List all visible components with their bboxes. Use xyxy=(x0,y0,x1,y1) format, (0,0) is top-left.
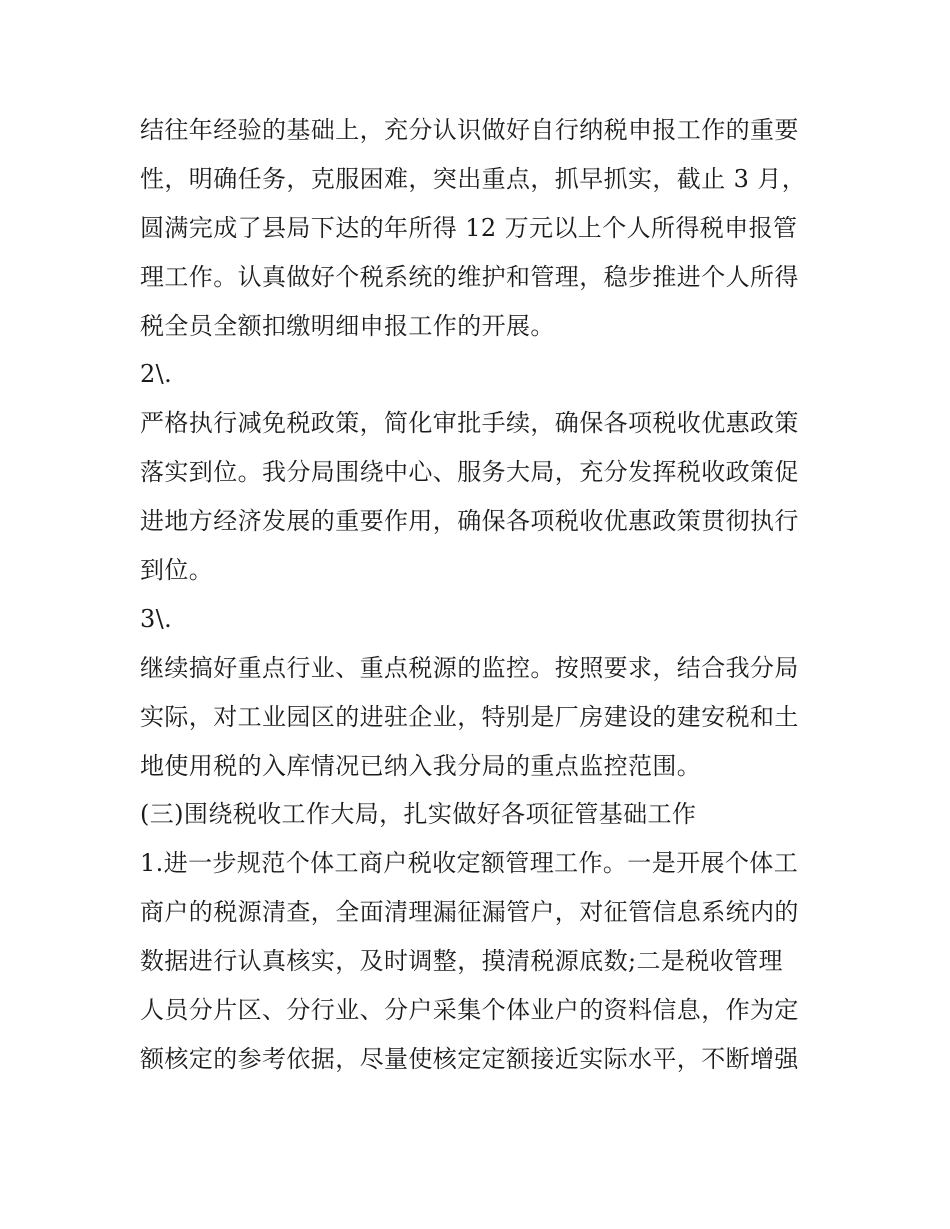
text-line: 地使用税的入库情况已纳入我分局的重点监控范围。 xyxy=(140,751,702,780)
text-line: 实际，对工业园区的进驻企业，特别是厂房建设的建安税和土 xyxy=(140,702,799,731)
text-line: 圆满完成了县局下达的年所得 12 万元以上个人所得税申报管 xyxy=(140,213,798,242)
text-line: 进地方经济发展的重要作用，确保各项税收优惠政策贯彻执行 xyxy=(140,507,799,536)
section-number: 3\. xyxy=(140,604,173,633)
text-line: 性，明确任务，克服困难，突出重点，抓早抓实，截止 3 月， xyxy=(140,164,807,193)
text-line: 人员分片区、分行业、分户采集个体业户的资料信息，作为定 xyxy=(140,996,799,1025)
text-line: 商户的税源清查，全面清理漏征漏管户，对征管信息系统内的 xyxy=(140,898,799,927)
text-line: 1.进一步规范个体工商户税收定额管理工作。一是开展个体工 xyxy=(140,849,799,878)
text-line: 理工作。认真做好个税系统的维护和管理，稳步推进个人所得 xyxy=(140,262,799,291)
text-line: 数据进行认真核实，及时调整，摸清税源底数;二是税收管理 xyxy=(140,947,783,976)
section-heading: (三)围绕税收工作大局，扎实做好各项征管基础工作 xyxy=(140,800,697,829)
document-body xyxy=(140,106,820,1084)
text-line: 额核定的参考依据，尽量使核定定额接近实际水平，不断增强 xyxy=(140,1044,799,1073)
text-line: 继续搞好重点行业、重点税源的监控。按照要求，结合我分局 xyxy=(140,653,799,682)
text-line: 落实到位。我分局围绕中心、服务大局，充分发挥税收政策促 xyxy=(140,458,799,487)
section-number: 2\. xyxy=(140,360,173,389)
text-line: 到位。 xyxy=(140,556,214,585)
text-line: 严格执行减免税政策，简化审批手续，确保各项税收优惠政策 xyxy=(140,409,799,438)
text-line: 税全员全额扣缴明细申报工作的开展。 xyxy=(140,311,555,340)
text-line: 结往年经验的基础上，充分认识做好自行纳税申报工作的重要 xyxy=(140,116,799,144)
